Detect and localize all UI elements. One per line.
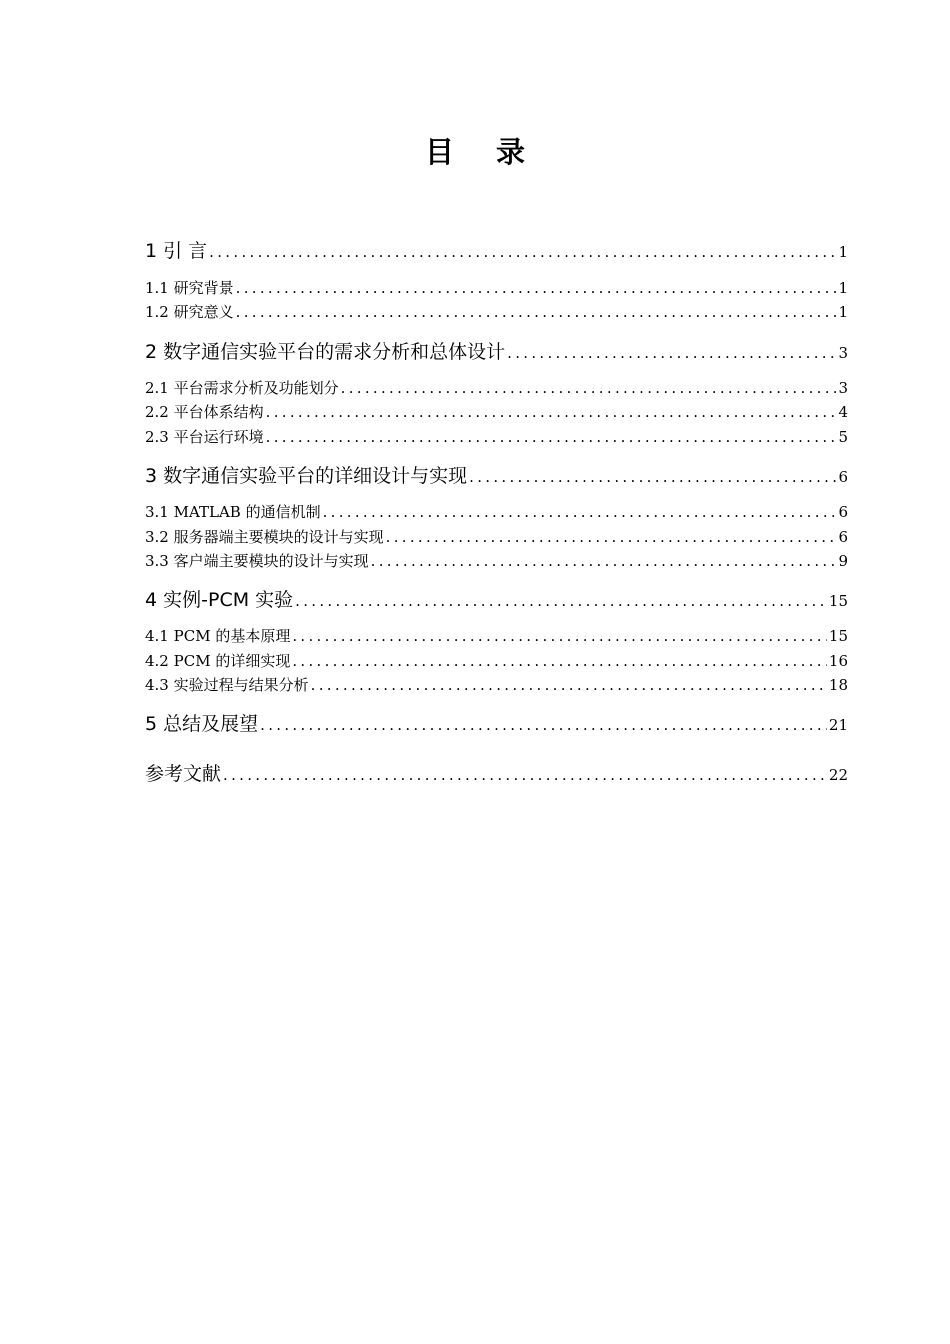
- toc-entry[interactable]: [145, 402, 848, 422]
- toc-leader-dots: [223, 762, 827, 788]
- toc-entry[interactable]: [145, 587, 848, 614]
- toc-entry-title: 参考文献: [145, 763, 222, 785]
- toc-entry-title: 2.3 平台运行环境: [145, 428, 264, 446]
- toc-page-number: 1: [838, 303, 848, 321]
- toc-leader-dots: [341, 378, 837, 398]
- toc-entry[interactable]: [145, 238, 848, 265]
- toc-leader-dots: [236, 278, 837, 298]
- toc-leader-dots: [266, 402, 837, 422]
- toc-entry-title: 1.2 研究意义: [145, 303, 234, 321]
- toc-entry[interactable]: [145, 427, 848, 447]
- toc-entry-title: 3 数字通信实验平台的详细设计与实现: [145, 465, 468, 487]
- toc-entry-title: 2.2 平台体系结构: [145, 403, 264, 421]
- toc-entry-title: 5 总结及展望: [145, 713, 259, 735]
- toc-leader-dots: [311, 675, 827, 695]
- toc-leader-dots: [371, 551, 837, 571]
- toc-entry-title: 3.2 服务器端主要模块的设计与实现: [145, 528, 384, 546]
- toc-entry[interactable]: [145, 378, 848, 398]
- toc-leader-dots: [209, 239, 836, 265]
- page-title: 目 录: [424, 135, 542, 169]
- toc-entry[interactable]: [145, 463, 848, 490]
- toc-leader-dots: [295, 588, 827, 614]
- toc-entry[interactable]: [145, 626, 848, 646]
- toc-page-number: 6: [838, 528, 848, 546]
- toc-entry-title: 1.1 研究背景: [145, 279, 234, 297]
- toc-leader-dots: [386, 527, 837, 547]
- toc-entry[interactable]: [145, 527, 848, 547]
- toc-page-number: 16: [828, 652, 848, 670]
- toc-page-number: 9: [838, 552, 848, 570]
- toc-page-number: 6: [838, 468, 848, 486]
- toc-page-number: 1: [838, 243, 848, 261]
- toc-entry[interactable]: [145, 551, 848, 571]
- toc-page-number: 3: [838, 344, 848, 362]
- toc-leader-dots: [266, 427, 837, 447]
- toc-entry-title: 2.1 平台需求分析及功能划分: [145, 379, 339, 397]
- toc-entry-title: 2 数字通信实验平台的需求分析和总体设计: [145, 341, 506, 363]
- toc-entry[interactable]: [145, 339, 848, 366]
- toc-leader-dots: [469, 464, 836, 490]
- toc-page-number: 6: [838, 503, 848, 521]
- toc-entry[interactable]: [145, 675, 848, 695]
- toc-entry-title: 3.1 MATLAB 的通信机制: [145, 503, 321, 521]
- toc-page-number: 3: [838, 379, 848, 397]
- toc-entry[interactable]: [145, 651, 848, 671]
- toc-entry[interactable]: [145, 278, 848, 298]
- toc-entry-title: 4.1 PCM 的基本原理: [145, 627, 291, 645]
- toc-leader-dots: [292, 626, 827, 646]
- toc-page-number: 21: [828, 716, 848, 734]
- toc-leader-dots: [292, 651, 827, 671]
- toc-page-number: 22: [828, 766, 848, 784]
- toc-page-number: 15: [828, 627, 848, 645]
- toc-entry[interactable]: [145, 502, 848, 522]
- toc-page-number: 5: [838, 428, 848, 446]
- toc-entry-title: 4 实例-PCM 实验: [145, 589, 294, 611]
- toc-entry-title: 4.3 实验过程与结果分析: [145, 676, 309, 694]
- toc-leader-dots: [323, 502, 837, 522]
- toc-page-number: 15: [828, 592, 848, 610]
- toc-leader-dots: [260, 712, 827, 738]
- toc-entry[interactable]: [145, 761, 848, 788]
- toc-entry[interactable]: [145, 711, 848, 738]
- toc-leader-dots: [236, 302, 837, 322]
- toc-entry-title: 4.2 PCM 的详细实现: [145, 652, 291, 670]
- toc-page-number: 4: [838, 403, 848, 421]
- toc-entry-title: 1 引 言: [145, 240, 208, 262]
- toc-entry[interactable]: [145, 302, 848, 322]
- toc-page-number: 1: [838, 279, 848, 297]
- toc-leader-dots: [507, 340, 836, 366]
- toc-page-number: 18: [828, 676, 848, 694]
- toc-entry-title: 3.3 客户端主要模块的设计与实现: [145, 552, 369, 570]
